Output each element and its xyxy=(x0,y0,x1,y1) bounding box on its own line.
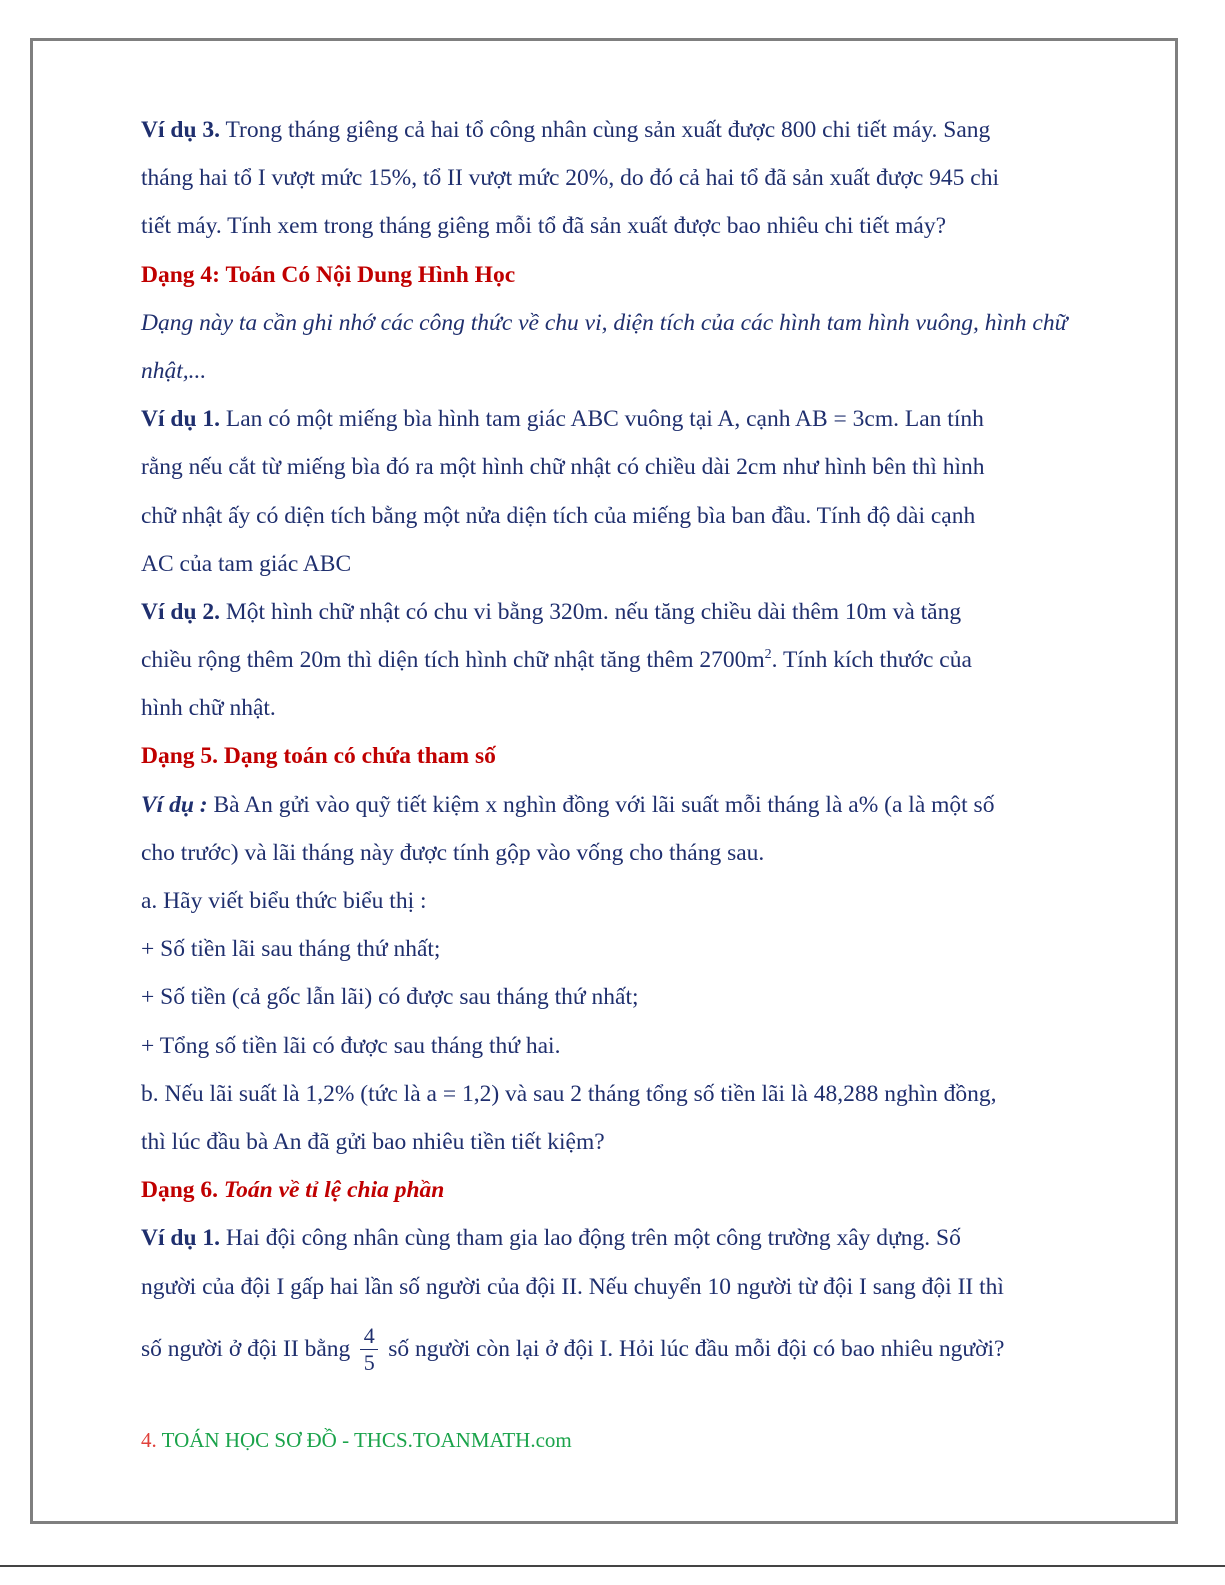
d4ex1-line-2: rằng nếu cắt từ miếng bìa đó ra một hình chữ nhật có chiều dài 2cm như hình bên thì hình xyxy=(141,454,985,481)
dang6-text-1: Hai đội công nhân cùng tham gia lao động trên một công trường xây dựng. Số xyxy=(220,1225,961,1252)
ex3-line-2: tháng hai tổ I vượt mức 15%, tổ II vượt mức 20%, do đó cả hai tổ đã sản xuất được 945 chi xyxy=(141,165,1000,192)
dang5-part-a: a. Hãy viết biểu thức biểu thị : xyxy=(141,888,427,914)
dang6-line-1 xyxy=(141,1214,1101,1262)
dang5-point-2: + Số tiền (cả gốc lẫn lãi) có được sau tháng thứ nhất; xyxy=(141,984,639,1011)
dang6-line-3 xyxy=(141,1311,1101,1389)
dang6-line-2: người của đội I gấp hai lần số người của đội II. Nếu chuyển 10 người từ đội I sang đội II thì xyxy=(141,1273,1004,1300)
dang6-heading xyxy=(141,1166,1101,1214)
d4ex2-label: Ví dụ 2. xyxy=(141,598,221,625)
d4ex1-line-1 xyxy=(141,395,1101,443)
dang5-line-1 xyxy=(141,781,1101,829)
d4ex2-superscript: 2 xyxy=(764,647,772,663)
dang5-label: Ví dụ : xyxy=(141,791,208,818)
d4ex2-text-2a: chiều rộng thêm 20m thì diện tích hình chữ nhật tăng thêm 2700m xyxy=(141,647,765,674)
fraction-numerator: 4 xyxy=(363,1323,375,1349)
page-footer xyxy=(141,1428,572,1453)
dang6-text-3b: số người còn lại ở đội I. Hỏi lúc đầu mỗi đội có bao nhiêu người? xyxy=(388,1336,1005,1363)
d4ex2-line-3: hình chữ nhật. xyxy=(141,695,276,722)
d4ex1-text-1: Lan có một miếng bìa hình tam giác ABC vuông tại A, cạnh AB = 3cm. Lan tính xyxy=(220,406,984,433)
dang5-heading: Dạng 5. Dạng toán có chứa tham số xyxy=(141,743,496,770)
ex3-text-1: Trong tháng giêng cả hai tổ công nhân cùng sản xuất được 800 chi tiết máy. Sang xyxy=(220,117,991,143)
fraction-denominator: 5 xyxy=(363,1350,375,1376)
d4ex1-line-3: chữ nhật ấy có diện tích bằng một nửa diện tích của miếng bìa ban đầu. Tính độ dài cạnh xyxy=(141,502,976,529)
d4ex1-line-4: AC của tam giác ABC xyxy=(141,550,352,577)
dang5-point-3: + Tổng số tiền lãi có được sau tháng thứ hai. xyxy=(141,1032,561,1059)
dang5-part-b-2: thì lúc đầu bà An đã gửi bao nhiêu tiền tiết kiệm? xyxy=(141,1128,605,1155)
dang5-point-1: + Số tiền lãi sau tháng thứ nhất; xyxy=(141,936,441,963)
d4ex2-line-2 xyxy=(141,636,1101,684)
dang5-line-2: cho trước) và lãi tháng này được tính gộp vào vống cho tháng sau. xyxy=(141,839,765,866)
ex3-line-3: tiết máy. Tính xem trong tháng giêng mỗi tổ đã sản xuất được bao nhiêu chi tiết máy? xyxy=(141,213,947,240)
page-number: 4. xyxy=(141,1428,157,1452)
ex3-line-1 xyxy=(141,106,1101,154)
d4ex1-label: Ví dụ 1. xyxy=(141,406,221,433)
d4ex2-line-1 xyxy=(141,588,1101,636)
dang6-prefix: Dạng 6. xyxy=(141,1177,219,1204)
dang4-heading: Dạng 4: Toán Có Nội Dung Hình Học xyxy=(141,261,516,288)
d4ex2-text-2b: . Tính kích thước của xyxy=(771,647,972,674)
dang4-intro-2: nhật,... xyxy=(141,357,207,384)
document-content xyxy=(141,106,1101,1389)
dang6-title: Toán về tỉ lệ chia phần xyxy=(218,1177,445,1204)
footer-site: TOÁN HỌC SƠ ĐỒ - THCS.TOANMATH.com xyxy=(156,1428,572,1452)
dang4-intro-1: Dạng này ta cần ghi nhớ các công thức về chu vi, diện tích của các hình tam hình vuông, hình chữ xyxy=(141,309,1068,336)
dang6-label: Ví dụ 1. xyxy=(141,1225,221,1252)
dang5-part-b-1: b. Nếu lãi suất là 1,2% (tức là a = 1,2) và sau 2 tháng tổng số tiền lãi là 48,288 nghìn đồng, xyxy=(141,1080,997,1107)
dang5-text-1: Bà An gửi vào quỹ tiết kiệm x nghìn đồng với lãi suất mỗi tháng là a% (a là một số xyxy=(207,791,995,818)
bottom-rule xyxy=(0,1565,1225,1567)
d4ex2-text-1: Một hình chữ nhật có chu vi bằng 320m. nếu tăng chiều dài thêm 10m và tăng xyxy=(220,598,962,625)
ex3-label: Ví dụ 3. xyxy=(141,117,221,143)
fraction xyxy=(360,1323,378,1376)
dang6-text-3a: số người ở đội II bằng xyxy=(141,1336,351,1363)
